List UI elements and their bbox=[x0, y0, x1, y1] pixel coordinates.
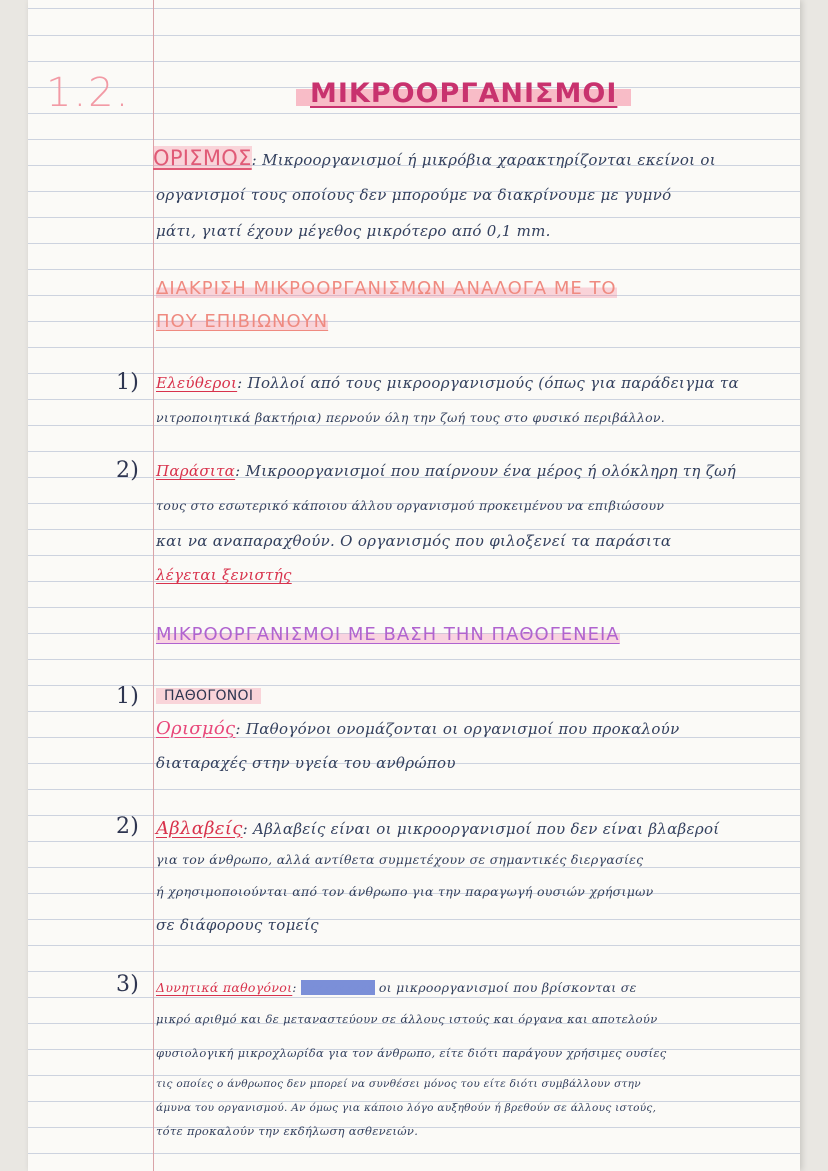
page-title: ΜΙΚΡΟΟΡΓΑΝΙΣΜΟΙ bbox=[296, 78, 631, 109]
section1-heading-line2: ΠΟΥ ΕΠΙΒΙΩΝΟΥΝ bbox=[156, 311, 329, 332]
scribble: xxxxxxxxxx bbox=[301, 980, 375, 995]
potential-term: Δυνητικά παθογόνοι bbox=[156, 980, 293, 995]
pathogens-text-1: : Παθογόνοι ονομάζονται οι οργανισμοί που προκαλούν bbox=[235, 720, 680, 738]
potential-line-4: τις οποίες ο άνθρωπος δεν μπορεί να συνθέσει μόνος του είτε διότι συμβάλλουν στην bbox=[156, 1078, 641, 1090]
item-number: 3) bbox=[116, 972, 140, 997]
potential-text-1: οι μικροοργανισμοί που βρίσκονται σε bbox=[378, 980, 637, 995]
potential-line-2: μικρό αριθμό και δε μεταναστεύουν σε άλλους ιστούς και όργανα και αποτελούν bbox=[156, 1012, 658, 1026]
potential-line-5: άμυνα του οργανισμού. Αν όμως για κάποιο λόγο αυξηθούν ή βρεθούν σε άλλους ιστούς, bbox=[156, 1102, 657, 1114]
parasites-term: Παράσιτα bbox=[156, 462, 236, 480]
harmless-line-1 bbox=[156, 818, 719, 839]
notebook-page bbox=[28, 0, 800, 1171]
potential-line-1: Δυνητικά παθογόνοι: xxxxxxxxxx οι μικροοργανισμοί που βρίσκονται σε bbox=[156, 980, 637, 995]
pathogens-line-2: διαταραχές στην υγεία του ανθρώπου bbox=[156, 754, 456, 772]
definition-line-1 bbox=[153, 146, 716, 170]
item-number: 2) bbox=[116, 814, 140, 839]
parasites-line-2: τους στο εσωτερικό κάποιου άλλου οργανισμού προκειμένου να επιβιώσουν bbox=[156, 498, 665, 513]
parasites-line-4: λέγεται ξενιστής bbox=[156, 566, 292, 584]
section1-heading-line1: ΔΙΑΚΡΙΣΗ ΜΙΚΡΟΟΡΓΑΝΙΣΜΩΝ ΑΝΑΛΟΓΑ ΜΕ ΤΟ bbox=[156, 278, 617, 299]
item-number: 2) bbox=[116, 458, 140, 483]
parasites-text-1: : Μικροοργανισμοί που παίρνουν ένα μέρος ή ολόκληρη τη ζωή bbox=[235, 462, 736, 480]
free-living-line-1 bbox=[156, 374, 739, 392]
definition-label: ΟΡΙΣΜΟΣ bbox=[153, 146, 252, 170]
parasites-line-3: και να αναπαραχθούν. Ο οργανισμός που φιλοξενεί τα παράσιτα bbox=[156, 532, 672, 550]
harmless-line-3: ή χρησιμοποιούνται από τον άνθρωπο για την παραγωγή ουσιών χρήσιμων bbox=[156, 884, 654, 899]
parasites-line-1 bbox=[156, 462, 736, 480]
free-living-term: Ελεύθεροι bbox=[156, 374, 238, 392]
pathogens-line-1 bbox=[156, 718, 680, 739]
definition-line-2: οργανισμοί τους οποίους δεν μπορούμε να διακρίνουμε με γυμνό bbox=[156, 186, 672, 204]
item-number: 1) bbox=[116, 684, 140, 709]
potential-line-6: τότε προκαλούν την εκδήλωση ασθενειών. bbox=[156, 1124, 419, 1138]
pathogens-subtitle: ΠΑΘΟΓΟΝΟΙ bbox=[156, 688, 261, 704]
harmless-line-4: σε διάφορους τομείς bbox=[156, 916, 319, 934]
definition-text-1: : Μικροοργανισμοί ή μικρόβια χαρακτηρίζονται εκείνοι οι bbox=[251, 151, 716, 169]
harmless-text-1: : Αβλαβείς είναι οι μικροοργανισμοί που δεν είναι βλαβεροί bbox=[242, 820, 720, 838]
potential-line-3: φυσιολογική μικροχλωρίδα για τον άνθρωπο, είτε διότι παράγουν χρήσιμες ουσίες bbox=[156, 1046, 667, 1060]
free-living-line-2: νιτροποιητικά βακτήρια) περνούν όλη την ζωή τους στο φυσικό περιβάλλον. bbox=[156, 410, 666, 425]
harmless-term: Αβλαβείς bbox=[156, 818, 243, 839]
harmless-line-2: για τον άνθρωπο, αλλά αντίθετα συμμετέχουν σε σημαντικές διεργασίες bbox=[156, 852, 644, 867]
margin-line bbox=[153, 0, 154, 1171]
section2-heading: ΜΙΚΡΟΟΡΓΑΝΙΣΜΟΙ ΜΕ ΒΑΣΗ ΤΗΝ ΠΑΘΟΓΕΝΕΙΑ bbox=[156, 624, 620, 645]
item-number: 1) bbox=[116, 370, 140, 395]
chapter-number: 1.2. bbox=[46, 70, 131, 116]
pathogens-term: Ορισμός bbox=[156, 718, 236, 739]
free-living-text-1: : Πολλοί από τους μικροοργανισμούς (όπως για παράδειγμα τα bbox=[237, 374, 739, 392]
definition-line-3: μάτι, γιατί έχουν μέγεθος μικρότερο από 0,1 mm. bbox=[156, 222, 551, 240]
